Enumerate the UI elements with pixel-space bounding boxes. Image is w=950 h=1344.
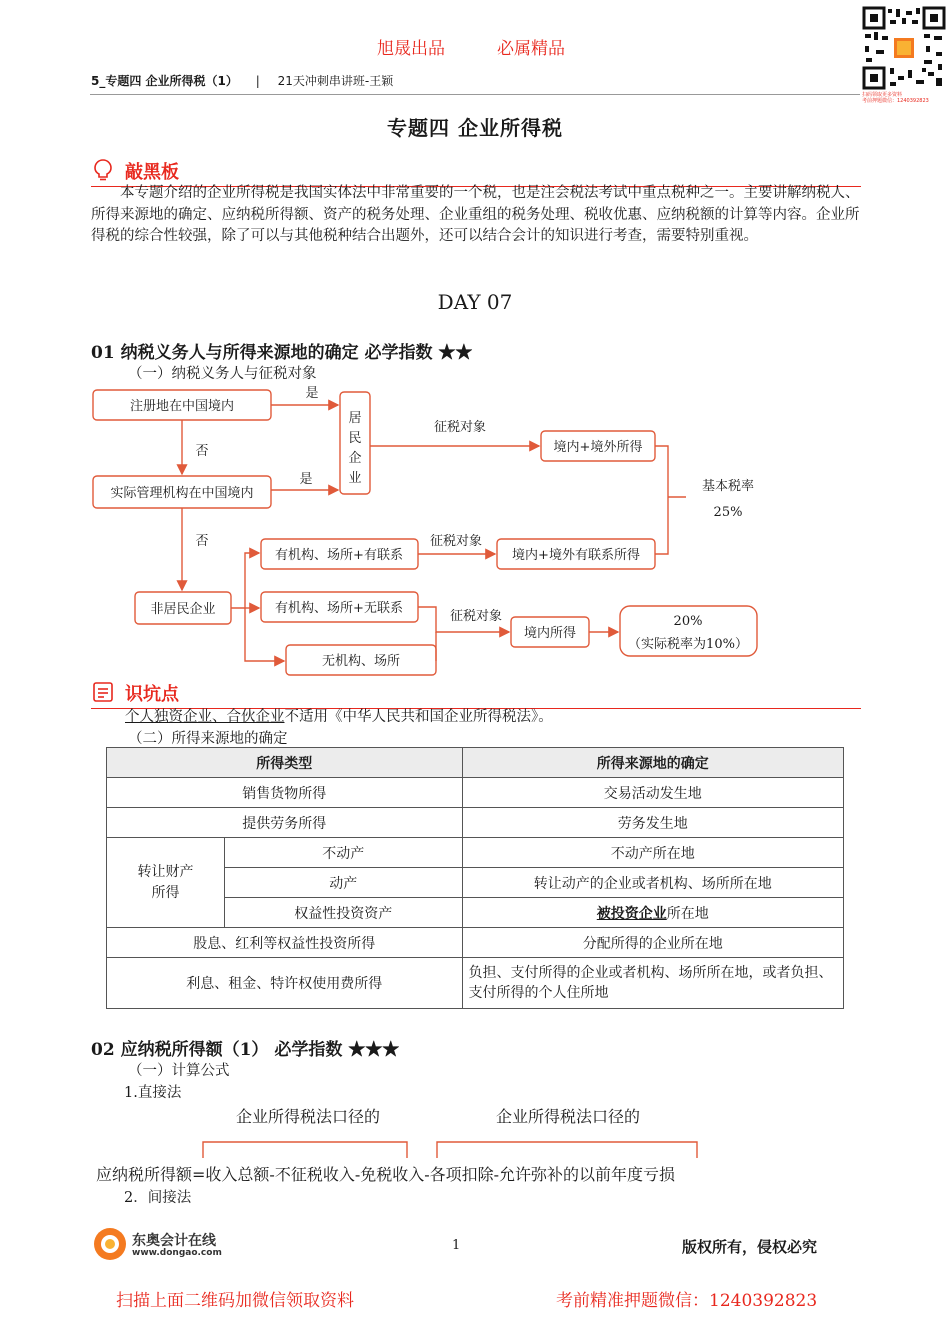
brace-label-1: 企业所得税法口径的 [236, 1107, 381, 1126]
header-sub-sep: | [255, 74, 260, 88]
topic2-heading: 02 应纳税所得额（1） 必学指数 ★★★ [91, 1040, 400, 1060]
topic2-item1: 1.直接法 [124, 1085, 182, 1101]
table-cell: 负担、支付所得的企业或者机构、场所所在地，或者负担、支付所得的个人住所地 [462, 958, 843, 1009]
page-title: 专题四 企业所得税 [387, 116, 563, 140]
label-nonresident: 非居民企业 [150, 602, 216, 617]
page-number: 1 [452, 1238, 461, 1253]
header-sub-left: 5_专题四 企业所得税（1） [91, 74, 238, 88]
table-cell: 不动产 [224, 838, 462, 868]
taxpayer-diagram [0, 378, 950, 688]
section-pit-text [125, 705, 553, 726]
qr-code-graphic [862, 6, 946, 90]
day-label: DAY 07 [437, 290, 513, 314]
svg-text:业: 业 [348, 471, 362, 486]
label-yes1: 是 [305, 386, 319, 401]
section-board-heading: 敲黑板 [125, 162, 179, 183]
qr-caption-line1: 扫码领取更多资料 [862, 92, 903, 98]
table-cell-transfer: 转让财产所得 [107, 838, 225, 928]
label-no2: 否 [195, 534, 209, 549]
topic1-heading: 01 纳税义务人与所得来源地的确定 必学指数 ★★ [91, 343, 473, 363]
lightbulb-icon [91, 158, 115, 182]
label-no-org: 无机构、场所 [321, 654, 401, 669]
formula: 应纳税所得额=收入总额-不征税收入-免税收入-各项扣除-允许弥补的以前年度亏损 [96, 1165, 676, 1184]
label-rate-low: 20% [673, 614, 703, 629]
table-header-source: 所得来源地的确定 [462, 748, 843, 778]
table-cell: 转让动产的企业或者机构、场所所在地 [462, 868, 843, 898]
topic2-sub1: （一）计算公式 [128, 1063, 230, 1079]
svg-text:居: 居 [348, 411, 362, 426]
pit-underlined: 个人独资企业、合伙企业 [125, 709, 285, 725]
table-row [107, 928, 844, 958]
qr-caption-line2: 考前押题微信：1240392823 [862, 98, 929, 104]
label-tax-object3: 征税对象 [449, 609, 503, 624]
table-cell [462, 898, 843, 928]
table-row [107, 838, 844, 868]
svg-text:企: 企 [348, 451, 362, 466]
header-rule [90, 94, 860, 95]
qr-caption [862, 92, 948, 104]
brace-label-2: 企业所得税法口径的 [496, 1107, 641, 1126]
label-management: 实际管理机构在中国境内 [110, 486, 254, 501]
copyright: 版权所有，侵权必究 [682, 1238, 818, 1256]
logo-url: www.dongao.com [132, 1248, 222, 1258]
pit-rest: 不适用《中华人民共和国企业所得税法》。 [284, 709, 553, 725]
notepad-icon [91, 680, 115, 704]
table-cell: 交易活动发生地 [462, 778, 843, 808]
row5-rest: 所在地 [666, 905, 709, 922]
table-cell: 权益性投资资产 [224, 898, 462, 928]
promo-left: 扫描上面二维码加微信领取资料 [116, 1291, 354, 1311]
label-rate-low-note: （实际税率为10%） [628, 637, 748, 652]
table-header-row [107, 748, 844, 778]
table-row [107, 778, 844, 808]
topic1-sub1: （一）纳税义务人与征税对象 [128, 366, 317, 382]
table-cell: 动产 [224, 868, 462, 898]
table-cell: 不动产所在地 [462, 838, 843, 868]
label-yes2: 是 [299, 472, 313, 487]
topic1-sub2: （二）所得来源地的确定 [128, 731, 288, 747]
table-cell: 劳务发生地 [462, 808, 843, 838]
header-subtitle [91, 72, 393, 89]
svg-text:民: 民 [348, 431, 362, 446]
label-tax-object1: 征税对象 [433, 420, 487, 435]
label-no1: 否 [195, 444, 209, 459]
label-rate-basic-value: 25% [713, 505, 743, 520]
header-sub-right: 21天冲刺串讲班-王颖 [277, 74, 394, 88]
table-cell: 销售货物所得 [107, 778, 463, 808]
table-cell: 分配所得的企业所在地 [462, 928, 843, 958]
label-org-unrelated: 有机构、场所+无联系 [275, 601, 403, 616]
table-row [107, 958, 844, 1009]
brace-2 [437, 1142, 697, 1158]
source-table [106, 747, 844, 1009]
table-cell: 利息、租金、特许权使用费所得 [107, 958, 463, 1009]
table-cell: 提供劳务所得 [107, 808, 463, 838]
logo-name: 东奥会计在线 [132, 1233, 216, 1249]
label-both-income: 境内+境外所得 [553, 440, 643, 455]
brand-right: 必属精品 [497, 39, 565, 59]
section-pit-heading: 识坑点 [125, 684, 179, 705]
label-org-related-income: 境内+境外有联系所得 [512, 548, 640, 563]
formula-braces [0, 1130, 950, 1160]
brand-left: 旭晟出品 [377, 39, 445, 59]
invested-enterprise: 被投资企业 [596, 905, 667, 922]
label-org-related: 有机构、场所+有联系 [275, 548, 403, 563]
dongao-logo-icon [92, 1226, 128, 1262]
table-header-type: 所得类型 [107, 748, 463, 778]
table-row [107, 808, 844, 838]
label-rate-basic: 基本税率 [701, 479, 755, 494]
qr-code[interactable] [862, 6, 946, 90]
label-tax-object2: 征税对象 [429, 534, 483, 549]
label-domestic-income: 境内所得 [523, 626, 577, 641]
brace-1 [203, 1142, 407, 1158]
topic2-item2: 2．间接法 [124, 1190, 192, 1206]
section-board-text: 本专题介绍的企业所得税是我国实体法中非常重要的一个税，也是注会税法考试中重点税种之一。主要讲解纳税人、所得来源地的确定、应纳税所得额、资产的税务处理、企业重组的税务处理、税收优惠、应纳税额的计算等内容。企业所得税的综合性较强，除了可以与其他税种结合出题外，还可以结合会计的知识进行考查，需要特别重视。 [91, 185, 860, 244]
table-cell: 股息、红利等权益性投资所得 [107, 928, 463, 958]
promo-right: 考前精准押题微信：1240392823 [556, 1291, 818, 1311]
label-registered: 注册地在中国境内 [129, 399, 235, 414]
